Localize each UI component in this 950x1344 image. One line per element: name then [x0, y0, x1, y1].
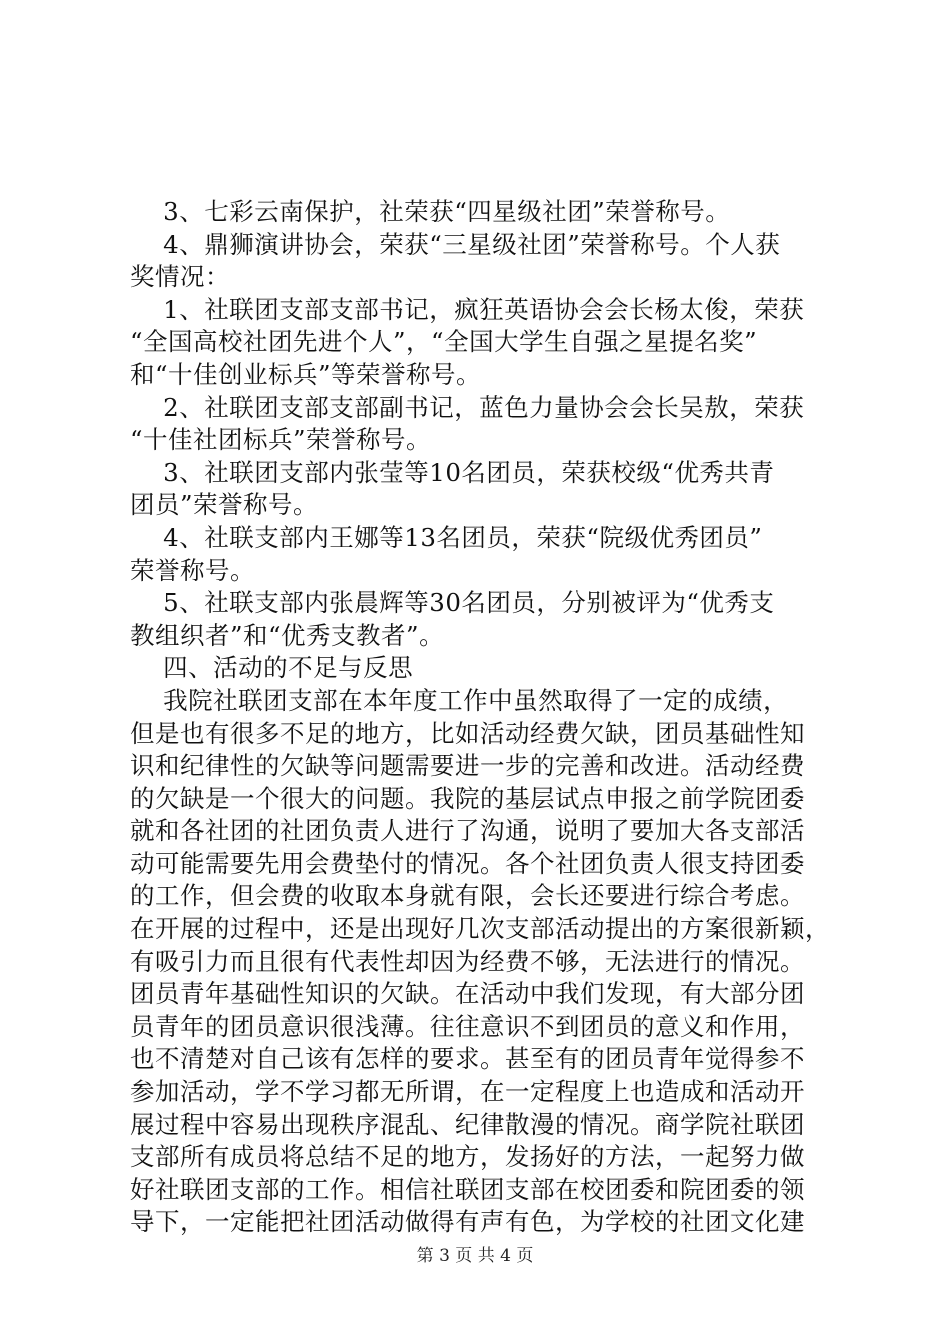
text-line: 奖情况： [130, 262, 230, 292]
text-line: 导下，一定能把社团活动做得有声有色，为学校的社团文化建 [130, 1207, 805, 1237]
text-line: 员青年的团员意识很浅薄。往往意识不到团员的意义和作用， [130, 1011, 805, 1041]
text-line: 教组织者”和“优秀支教者”。 [130, 620, 445, 650]
text-line: 展过程中容易出现秩序混乱、纪律散漫的情况。商学院社联团 [130, 1109, 805, 1139]
text-line: 就和各社团的社团负责人进行了沟通，说明了要加大各支部活 [130, 816, 805, 846]
text-line: 4、鼎狮演讲协会，荣获“三星级社团”荣誉称号。个人获 [130, 229, 781, 259]
text-line: 动可能需要先用会费垫付的情况。各个社团负责人很支持团委 [130, 848, 805, 878]
text-line: 但是也有很多不足的地方，比如活动经费欠缺，团员基础性知 [130, 718, 805, 748]
text-line: “全国高校社团先进个人”，“全国大学生自强之星提名奖” [130, 327, 758, 357]
text-line: “十佳社团标兵”荣誉称号。 [130, 425, 432, 455]
text-line: 和“十佳创业标兵”等荣誉称号。 [130, 359, 482, 389]
text-line: 在开展的过程中，还是出现好几次支部活动提出的方案很新颖， [130, 914, 830, 944]
text-line: 的欠缺是一个很大的问题。我院的基层试点申报之前学院团委 [130, 783, 805, 813]
text-line: 3、社联团支部内张莹等10名团员，荣获校级“优秀共青 [130, 457, 775, 487]
text-line: 支部所有成员将总结不足的地方，发扬好的方法，一起努力做 [130, 1142, 805, 1172]
text-line: 3、七彩云南保护，社荣获“四星级社团”荣誉称号。 [130, 197, 731, 226]
text-line: 参加活动，学不学习都无所谓，在一定程度上也造成和活动开 [130, 1077, 805, 1107]
text-line: 1、社联团支部支部书记，疯狂英语协会会长杨太俊，荣获 [130, 294, 805, 324]
text-line: 我院社联团支部在本年度工作中虽然取得了一定的成绩， [130, 685, 789, 715]
text-line: 识和纪律性的欠缺等问题需要进一步的完善和改进。活动经费 [130, 751, 805, 781]
text-line: 团员青年基础性知识的欠缺。在活动中我们发现，有大部分团 [130, 979, 805, 1009]
text-line: 4、社联支部内王娜等13名团员，荣获“院级优秀团员” [130, 522, 763, 552]
text-line: 2、社联团支部支部副书记，蓝色力量协会会长吴敖，荣获 [130, 392, 805, 422]
text-line: 好社联团支部的工作。相信社联团支部在校团委和院团委的领 [130, 1174, 805, 1204]
text-line: 荣誉称号。 [130, 555, 255, 585]
text-line: 团员”荣誉称号。 [130, 490, 319, 520]
section-heading: 四、活动的不足与反思 [130, 653, 414, 683]
page-number-footer: 第 3 页 共 4 页 [416, 1246, 534, 1266]
document-body [130, 196, 830, 1239]
text-line: 5、社联支部内张晨辉等30名团员，分别被评为“优秀支 [130, 588, 775, 618]
text-line: 的工作，但会费的收取本身就有限，会长还要进行综合考虑。 [130, 881, 805, 911]
text-line: 有吸引力而且很有代表性却因为经费不够，无法进行的情况。 [130, 946, 805, 976]
text-line: 也不清楚对自己该有怎样的要求。甚至有的团员青年觉得参不 [130, 1044, 805, 1074]
